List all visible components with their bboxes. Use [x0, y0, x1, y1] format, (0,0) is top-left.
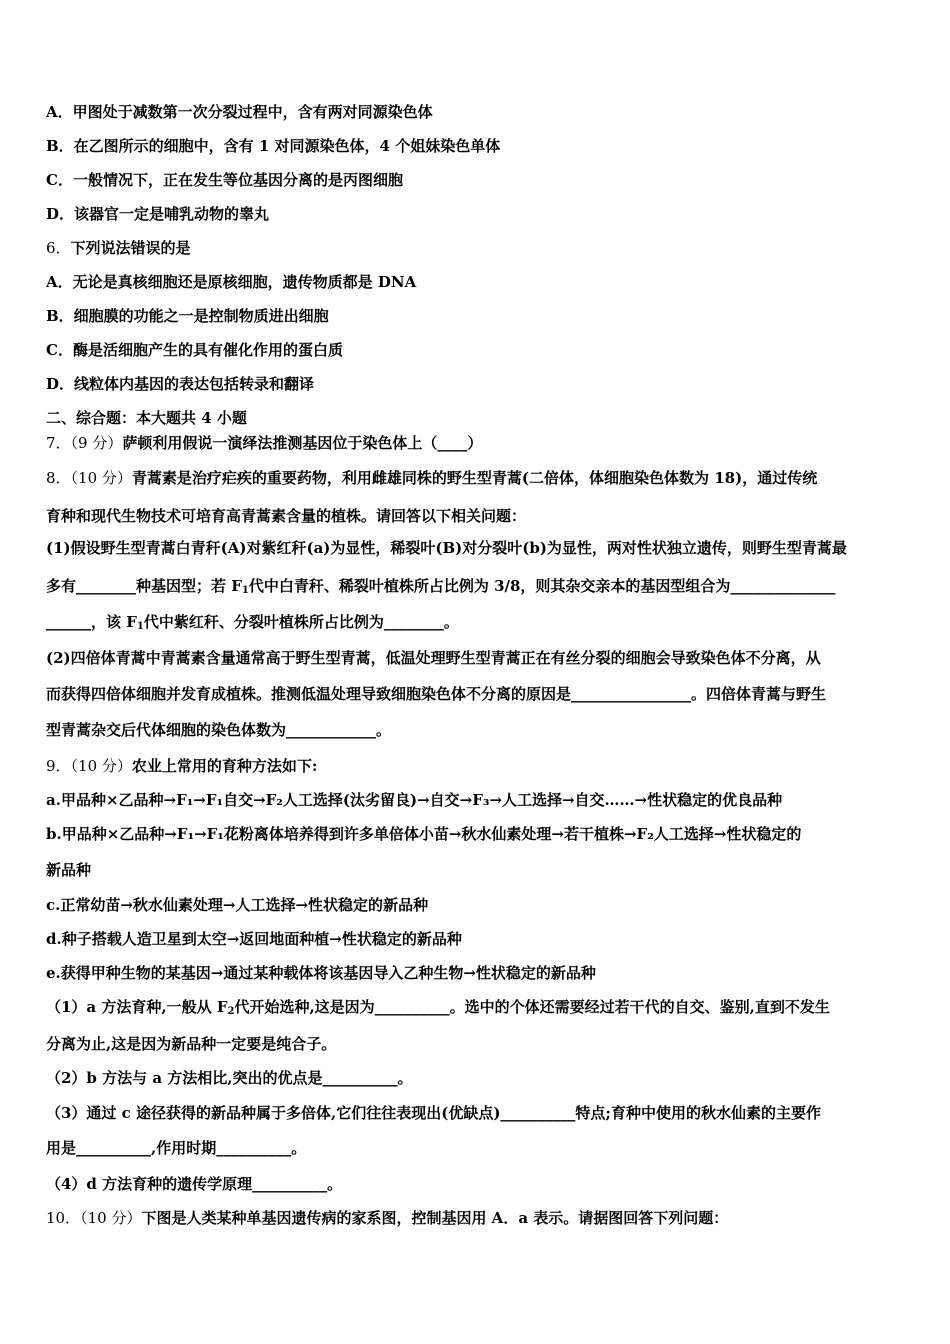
- q9-sub-1a: （1）a 方法育种,一般从 F: [46, 998, 228, 1016]
- q8-line-3: (1)假设野生型青蒿白青秆(A)对紫红秆(a)为显性，稀裂叶(B)对分裂叶(b)为显性，两对性状独立遗传，则野生型青蒿最: [46, 539, 847, 557]
- q9-sub-4: （4）d 方法育种的遗传学原理__________。: [46, 1175, 343, 1193]
- q9-sub-1-subscript: 2: [227, 1006, 235, 1017]
- q7: [46, 433, 908, 453]
- q5-option-d: D．该器官一定是哺乳动物的睾丸: [46, 205, 270, 223]
- q8-text-4b: 代中白青秆、稀裂叶植株所占比例为 3/8，则其杂交亲本的基因型组合为______________: [248, 577, 836, 595]
- q9-score: （10 分）: [70, 757, 132, 775]
- q10-stem-text: 下图是人类某种单基因遗传病的家系图，控制基因用 A．a 表示。请据图回答下列问题：: [141, 1209, 729, 1227]
- q6-option-c: C．酶是活细胞产生的具有催化作用的蛋白质: [46, 341, 343, 359]
- q9-method-d: d.种子搭载人造卫星到太空→返回地面种植→性状稳定的新品种: [46, 930, 462, 948]
- q6-option-d: D．线粒体内基因的表达包括转录和翻译: [46, 375, 315, 393]
- q9-stem-text: 农业上常用的育种方法如下:: [131, 757, 318, 775]
- section-title: 二、综合题：本大题共 4 小题: [46, 409, 247, 427]
- q10-number: 10．: [46, 1209, 81, 1227]
- q10-score: （10 分）: [80, 1209, 142, 1227]
- q9-sub-1-cont: 分离为止,这是因为新品种一定要是纯合子。: [46, 1035, 337, 1053]
- q8-sub-4: 1: [241, 585, 249, 596]
- q9-sub-3-cont: 用是__________,作用时期__________。: [46, 1139, 307, 1157]
- q7-stem: 萨顿利用假说一演绎法推测基因位于染色体上（____）: [122, 434, 483, 452]
- q8-line-1: [46, 468, 908, 488]
- q8-sub-5: 1: [136, 621, 144, 632]
- q9-method-b-2: 新品种: [46, 861, 92, 879]
- q6-stem: [46, 238, 908, 258]
- q9-sub-1: [46, 997, 908, 1022]
- q6-option-b: B．细胞膜的功能之一是控制物质进出细胞: [46, 307, 329, 325]
- q9-method-e: e.获得甲种生物的某基因→通过某种载体将该基因导入乙种生物→性状稳定的新品种: [46, 964, 596, 982]
- q8-text-1: 青蒿素是治疗疟疾的重要药物，利用雌雄同株的野生型青蒿(二倍体，体细胞染色体数为 18)，通过传统: [131, 469, 818, 487]
- q10-stem: [46, 1208, 908, 1228]
- q5-option-a: A．甲图处于减数第一次分裂过程中，含有两对同源染色体: [46, 103, 433, 121]
- q9-method-a: a.甲品种×乙品种→F₁→F₁自交→F₂人工选择(汰劣留良)→自交→F₃→人工选择→自交……→性状稳定的优良品种: [46, 791, 783, 809]
- q8-line-5: [46, 612, 908, 637]
- q9-stem: [46, 756, 908, 776]
- q5-option-b: B．在乙图所示的细胞中，含有 1 对同源染色体，4 个姐妹染色单体: [46, 137, 501, 155]
- q6-number: 6．: [46, 239, 71, 257]
- q8-line-2: 育种和现代生物技术可培育高青蒿素含量的植株。请回答以下相关问题：: [46, 507, 527, 525]
- q8-text-5a: ______，该 F: [46, 613, 137, 631]
- q6-option-a: A．无论是真核细胞还是原核细胞，遗传物质都是 DNA: [46, 273, 417, 291]
- q8-line-4: [46, 576, 908, 601]
- q9-number: 9．: [46, 757, 71, 775]
- q8-number: 8．: [46, 469, 71, 487]
- q8-line-8: 型青蒿杂交后代体细胞的染色体数为____________。: [46, 721, 392, 739]
- q8-score: （10 分）: [70, 469, 132, 487]
- q5-option-c: C．一般情况下，正在发生等位基因分离的是丙图细胞: [46, 171, 403, 189]
- q8-text-4a: 多有________种基因型；若 F: [46, 577, 242, 595]
- q7-number: 7．: [46, 434, 71, 452]
- q9-sub-2: （2）b 方法与 a 方法相比,突出的优点是__________。: [46, 1069, 413, 1087]
- q7-score: （9 分）: [70, 434, 123, 452]
- q9-method-c: c.正常幼苗→秋水仙素处理→人工选择→性状稳定的新品种: [46, 896, 429, 914]
- q8-line-6: (2)四倍体青蒿中青蒿素含量通常高于野生型青蒿，低温处理野生型青蒿正在有丝分裂的细胞会导致染色体不分离，从: [46, 649, 821, 667]
- q9-sub-1b: 代开始选种,这是因为__________。选中的个体还需要经过若干代的自交、鉴别,直到不发生: [234, 998, 830, 1016]
- q9-method-b-1: b.甲品种×乙品种→F₁→F₁花粉离体培养得到许多单倍体小苗→秋水仙素处理→若干植株→F₂人工选择→性状稳定的: [46, 825, 802, 843]
- q6-stem-text: 下列说法错误的是: [70, 239, 191, 257]
- q8-line-7: 而获得四倍体细胞并发育成植株。推测低温处理导致细胞染色体不分离的原因是________________。四倍体青蒿与野生: [46, 685, 827, 703]
- q8-text-5b: 代中紫红秆、分裂叶植株所占比例为________。: [143, 613, 459, 631]
- q9-sub-3: （3）通过 c 途径获得的新品种属于多倍体,它们往往表现出(优缺点)__________特点;育种中使用的秋水仙素的主要作: [46, 1104, 821, 1122]
